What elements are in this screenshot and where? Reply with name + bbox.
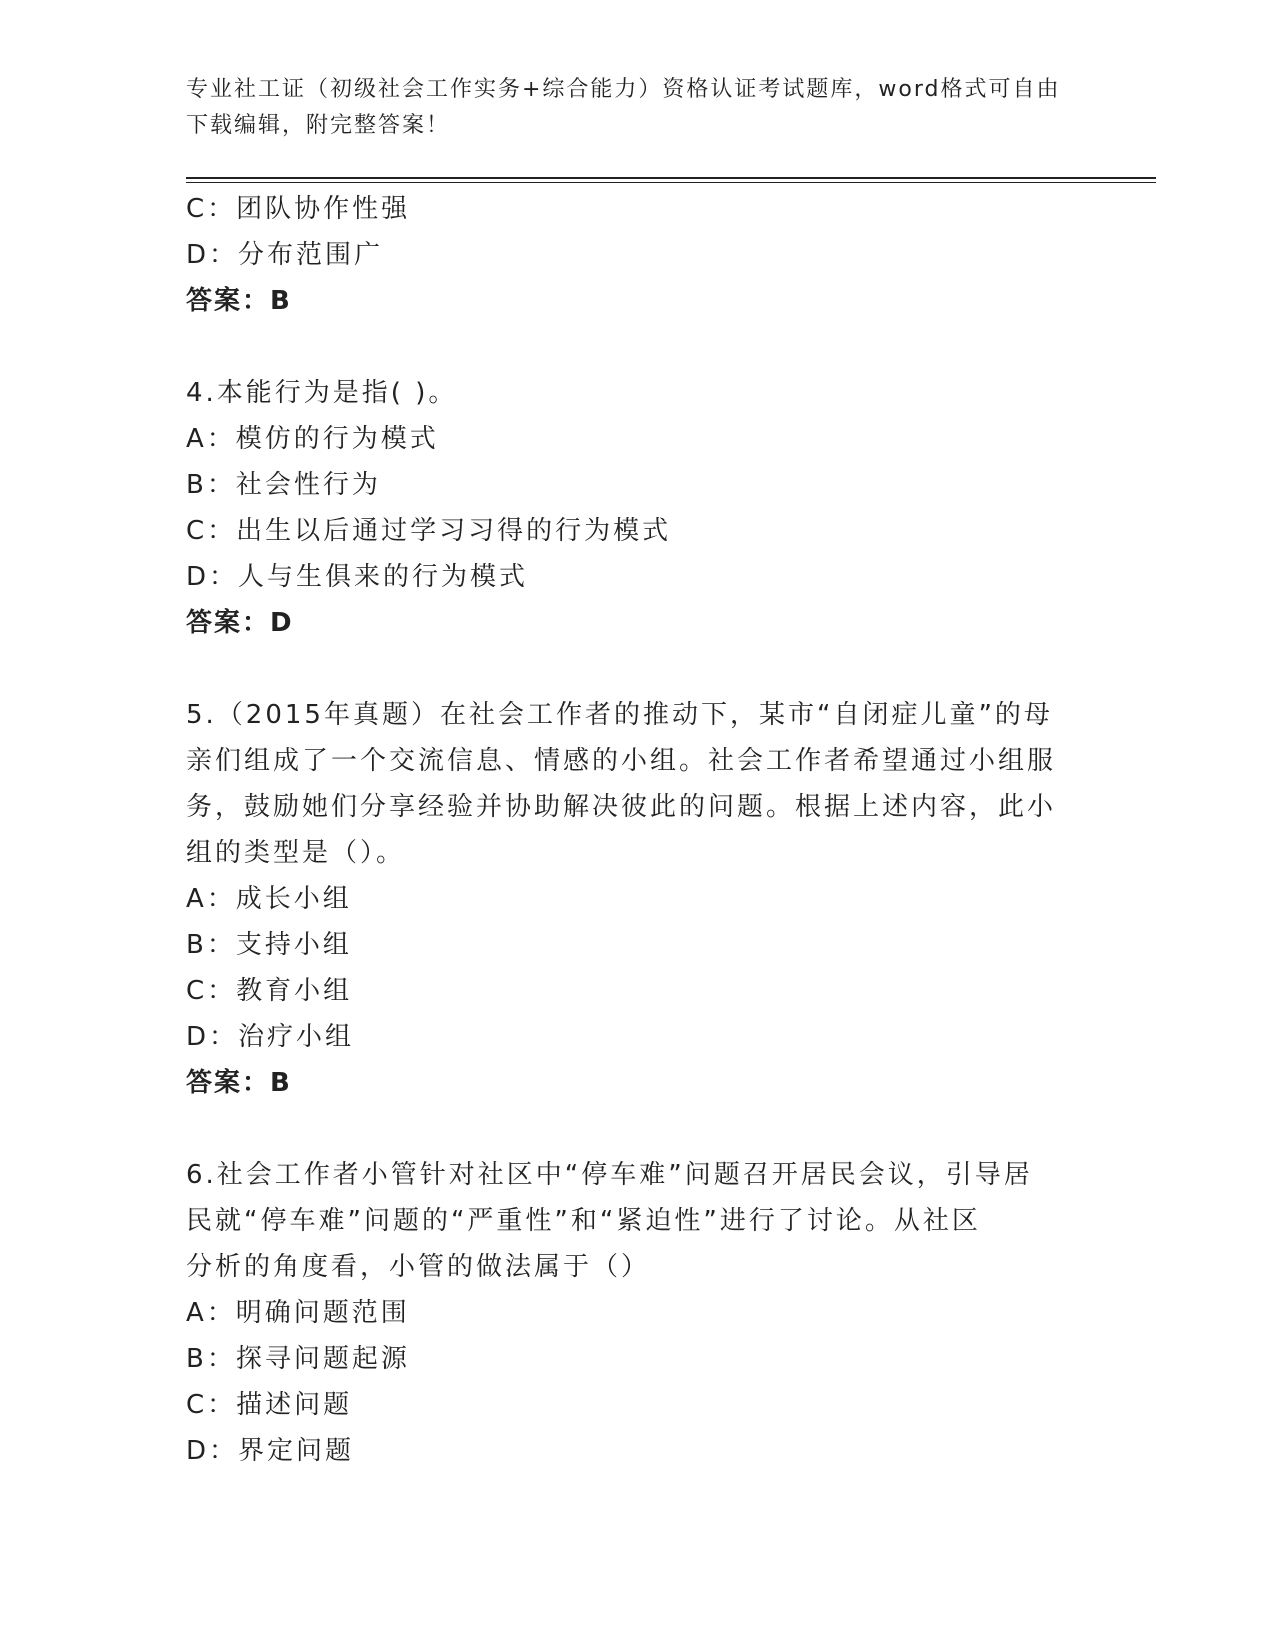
option-d: D：治疗小组 bbox=[186, 1022, 355, 1052]
question-list bbox=[186, 186, 1066, 1474]
header-line-2: 下载编辑，附完整答案！ bbox=[186, 113, 451, 138]
option-b: B：探寻问题起源 bbox=[186, 1344, 410, 1374]
spacer bbox=[186, 324, 1066, 370]
document-header bbox=[186, 72, 1086, 144]
header-divider-thick bbox=[186, 177, 1156, 179]
option-c: C：团队协作性强 bbox=[186, 194, 411, 224]
option-c: C：描述问题 bbox=[186, 1390, 353, 1420]
answer-line: 答案：D bbox=[186, 608, 294, 638]
question-stem-line-1: 6.社会工作者小管针对社区中“停车难”问题召开居民会议，引导居 bbox=[186, 1160, 1033, 1190]
option-b: B：社会性行为 bbox=[186, 470, 381, 500]
spacer bbox=[186, 1106, 1066, 1152]
question-stem-line-3: 务，鼓励她们分享经验并协助解决彼此的问题。根据上述内容，此小 bbox=[186, 792, 1057, 822]
option-d: D：分布范围广 bbox=[186, 240, 384, 270]
header-divider-thin bbox=[186, 182, 1156, 183]
question-stem-line-1: 5.（2015年真题）在社会工作者的推动下，某市“自闭症儿童”的母 bbox=[186, 700, 1053, 730]
question-4 bbox=[186, 370, 1066, 646]
spacer bbox=[186, 646, 1066, 692]
option-d: D：界定问题 bbox=[186, 1436, 355, 1466]
header-line-1: 专业社工证（初级社会工作实务+综合能力）资格认证考试题库，word格式可自由 bbox=[186, 77, 1061, 102]
question-3 bbox=[186, 186, 1066, 324]
option-c: C：出生以后通过学习习得的行为模式 bbox=[186, 516, 672, 546]
question-5 bbox=[186, 692, 1066, 1106]
question-6 bbox=[186, 1152, 1066, 1474]
question-stem-line-2: 亲们组成了一个交流信息、情感的小组。社会工作者希望通过小组服 bbox=[186, 746, 1057, 776]
answer-line: 答案：B bbox=[186, 286, 292, 316]
question-stem-line-2: 民就“停车难”问题的“严重性”和“紧迫性”进行了讨论。从社区 bbox=[186, 1206, 981, 1236]
answer-line: 答案：B bbox=[186, 1068, 292, 1098]
question-stem-line-3: 分析的角度看，小管的做法属于（） bbox=[186, 1252, 651, 1282]
question-stem: 4.本能行为是指( )。 bbox=[186, 378, 458, 408]
option-d: D：人与生俱来的行为模式 bbox=[186, 562, 529, 592]
option-b: B：支持小组 bbox=[186, 930, 352, 960]
option-a: A：成长小组 bbox=[186, 884, 352, 914]
option-a: A：模仿的行为模式 bbox=[186, 424, 439, 454]
option-a: A：明确问题范围 bbox=[186, 1298, 410, 1328]
option-c: C：教育小组 bbox=[186, 976, 353, 1006]
question-stem-line-4: 组的类型是（）。 bbox=[186, 838, 406, 868]
